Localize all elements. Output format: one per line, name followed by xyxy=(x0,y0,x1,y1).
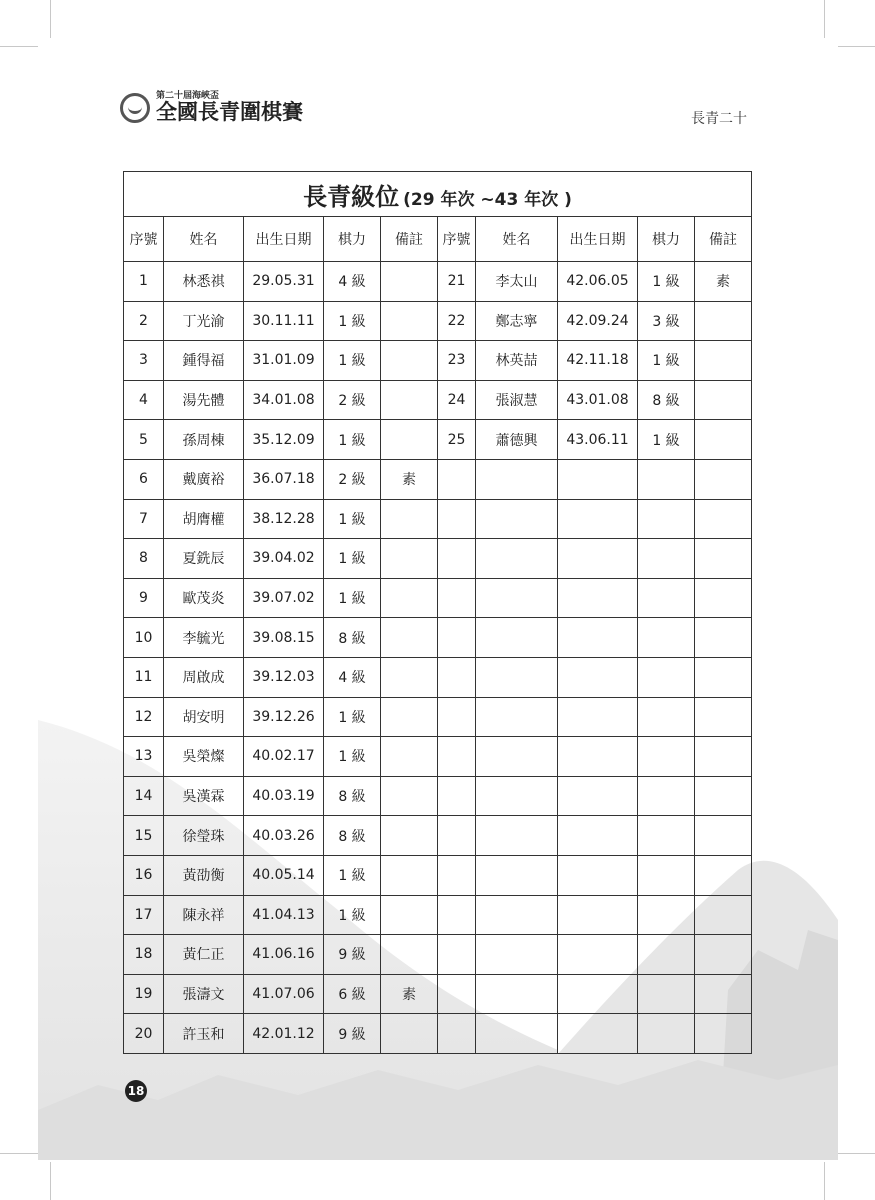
cell-name xyxy=(476,737,558,777)
roster-table xyxy=(123,171,752,1054)
cell-rank xyxy=(638,974,695,1014)
cell-rank xyxy=(638,737,695,777)
cell-seq: 4 xyxy=(124,380,164,420)
crop-mark xyxy=(838,1153,875,1154)
cell-rank xyxy=(638,776,695,816)
cell-rank: 1 級 xyxy=(324,697,381,737)
cell-name: 周啟成 xyxy=(164,657,244,697)
cell-name: 林英喆 xyxy=(476,341,558,381)
cell-remark xyxy=(695,618,752,658)
cell-name xyxy=(476,697,558,737)
cell-remark xyxy=(695,974,752,1014)
cell-seq xyxy=(438,974,476,1014)
cell-name: 鍾得福 xyxy=(164,341,244,381)
cell-rank: 1 級 xyxy=(324,301,381,341)
table-title-main: 長青級位 xyxy=(303,182,400,211)
cell-rank xyxy=(638,697,695,737)
cell-name: 吳漢霖 xyxy=(164,776,244,816)
cell-remark xyxy=(695,776,752,816)
cell-rank: 3 級 xyxy=(638,301,695,341)
cell-remark xyxy=(695,539,752,579)
cell-birth-date: 36.07.18 xyxy=(244,459,324,499)
cell-seq xyxy=(438,935,476,975)
cell-name: 陳永祥 xyxy=(164,895,244,935)
cell-birth-date: 41.04.13 xyxy=(244,895,324,935)
cell-name: 李太山 xyxy=(476,262,558,302)
table-body xyxy=(124,262,752,1054)
logo-icon xyxy=(120,93,150,123)
cell-seq: 11 xyxy=(124,657,164,697)
cell-rank xyxy=(638,499,695,539)
cell-birth-date xyxy=(558,935,638,975)
cell-remark xyxy=(695,341,752,381)
cell-birth-date: 31.01.09 xyxy=(244,341,324,381)
table-row xyxy=(124,262,752,302)
table-row xyxy=(124,737,752,777)
table-row xyxy=(124,776,752,816)
logo-title: 全國長青圍棋賽 xyxy=(156,100,303,124)
cell-seq: 14 xyxy=(124,776,164,816)
table-row xyxy=(124,816,752,856)
cell-birth-date xyxy=(558,776,638,816)
cell-rank: 1 級 xyxy=(324,420,381,460)
cell-birth-date: 39.07.02 xyxy=(244,578,324,618)
table-row xyxy=(124,895,752,935)
cell-name xyxy=(476,459,558,499)
cell-name: 胡膺權 xyxy=(164,499,244,539)
cell-seq: 16 xyxy=(124,855,164,895)
cell-birth-date: 39.12.26 xyxy=(244,697,324,737)
cell-remark xyxy=(381,341,438,381)
cell-birth-date: 34.01.08 xyxy=(244,380,324,420)
cell-seq xyxy=(438,578,476,618)
cell-birth-date xyxy=(558,895,638,935)
cell-birth-date: 39.12.03 xyxy=(244,657,324,697)
cell-rank: 1 級 xyxy=(324,737,381,777)
cell-name xyxy=(476,974,558,1014)
cell-remark xyxy=(381,380,438,420)
cell-seq: 8 xyxy=(124,539,164,579)
cell-seq xyxy=(438,855,476,895)
cell-rank: 1 級 xyxy=(638,420,695,460)
cell-seq xyxy=(438,499,476,539)
cell-birth-date: 43.01.08 xyxy=(558,380,638,420)
cell-seq: 24 xyxy=(438,380,476,420)
cell-remark xyxy=(381,776,438,816)
cell-name xyxy=(476,816,558,856)
cell-seq xyxy=(438,776,476,816)
cell-seq: 17 xyxy=(124,895,164,935)
cell-seq xyxy=(438,657,476,697)
cell-seq: 25 xyxy=(438,420,476,460)
cell-birth-date xyxy=(558,459,638,499)
cell-rank: 1 級 xyxy=(324,499,381,539)
cell-birth-date: 38.12.28 xyxy=(244,499,324,539)
table-header-row xyxy=(124,217,752,262)
cell-name: 張濤文 xyxy=(164,974,244,1014)
page-number: 18 xyxy=(125,1080,147,1102)
cell-remark xyxy=(381,1014,438,1054)
cell-rank xyxy=(638,578,695,618)
cell-rank xyxy=(638,1014,695,1054)
cell-rank: 8 級 xyxy=(324,618,381,658)
cell-rank xyxy=(638,855,695,895)
cell-remark xyxy=(695,499,752,539)
table-row xyxy=(124,935,752,975)
cell-name: 丁光渝 xyxy=(164,301,244,341)
cell-seq: 19 xyxy=(124,974,164,1014)
cell-birth-date: 40.03.26 xyxy=(244,816,324,856)
cell-seq: 7 xyxy=(124,499,164,539)
cell-name xyxy=(476,1014,558,1054)
cell-birth-date: 39.08.15 xyxy=(244,618,324,658)
cell-name: 黃劭衡 xyxy=(164,855,244,895)
cell-name: 蕭德興 xyxy=(476,420,558,460)
table-row xyxy=(124,499,752,539)
column-header-name: 姓名 xyxy=(164,217,244,262)
cell-name xyxy=(476,499,558,539)
event-logo xyxy=(120,92,303,123)
cell-name xyxy=(476,539,558,579)
cell-birth-date: 41.06.16 xyxy=(244,935,324,975)
cell-name: 鄭志寧 xyxy=(476,301,558,341)
cell-seq: 18 xyxy=(124,935,164,975)
table-row xyxy=(124,855,752,895)
cell-name xyxy=(476,855,558,895)
cell-remark xyxy=(381,618,438,658)
cell-birth-date xyxy=(558,499,638,539)
cell-rank: 4 級 xyxy=(324,657,381,697)
cell-remark xyxy=(695,816,752,856)
cell-birth-date xyxy=(558,618,638,658)
cell-remark xyxy=(381,855,438,895)
column-header-birth-date: 出生日期 xyxy=(558,217,638,262)
cell-birth-date: 42.11.18 xyxy=(558,341,638,381)
cell-remark xyxy=(695,935,752,975)
cell-seq xyxy=(438,459,476,499)
crop-mark xyxy=(824,0,825,38)
cell-name xyxy=(476,776,558,816)
table-row xyxy=(124,578,752,618)
cell-remark xyxy=(695,301,752,341)
cell-birth-date: 39.04.02 xyxy=(244,539,324,579)
cell-seq xyxy=(438,816,476,856)
cell-birth-date xyxy=(558,974,638,1014)
cell-remark xyxy=(695,855,752,895)
cell-seq: 13 xyxy=(124,737,164,777)
cell-remark xyxy=(381,539,438,579)
cell-rank: 1 級 xyxy=(638,341,695,381)
cell-birth-date xyxy=(558,539,638,579)
cell-remark xyxy=(695,657,752,697)
column-header-birth-date: 出生日期 xyxy=(244,217,324,262)
cell-rank: 2 級 xyxy=(324,380,381,420)
table-title-range: (29 年次 ~43 年次 ) xyxy=(403,189,572,210)
cell-birth-date xyxy=(558,737,638,777)
table-row xyxy=(124,380,752,420)
cell-seq: 15 xyxy=(124,816,164,856)
column-header-name: 姓名 xyxy=(476,217,558,262)
crop-mark xyxy=(50,0,51,38)
cell-rank: 1 級 xyxy=(324,578,381,618)
cell-remark: 素 xyxy=(695,262,752,302)
cell-birth-date xyxy=(558,1014,638,1054)
cell-birth-date: 41.07.06 xyxy=(244,974,324,1014)
cell-rank: 8 級 xyxy=(324,816,381,856)
table-row xyxy=(124,459,752,499)
cell-seq: 5 xyxy=(124,420,164,460)
cell-rank xyxy=(638,618,695,658)
table-row xyxy=(124,618,752,658)
crop-mark xyxy=(838,46,875,47)
cell-remark xyxy=(381,578,438,618)
cell-rank: 8 級 xyxy=(324,776,381,816)
crop-mark xyxy=(50,1162,51,1200)
cell-remark xyxy=(695,578,752,618)
cell-seq: 10 xyxy=(124,618,164,658)
cell-birth-date xyxy=(558,657,638,697)
cell-birth-date: 40.03.19 xyxy=(244,776,324,816)
cell-seq xyxy=(438,1014,476,1054)
table-row xyxy=(124,341,752,381)
cell-birth-date: 42.01.12 xyxy=(244,1014,324,1054)
cell-remark xyxy=(381,935,438,975)
cell-remark xyxy=(381,737,438,777)
table-title xyxy=(124,172,752,217)
cell-rank: 6 級 xyxy=(324,974,381,1014)
cell-name xyxy=(476,618,558,658)
cell-rank: 1 級 xyxy=(324,539,381,579)
cell-seq: 12 xyxy=(124,697,164,737)
cell-birth-date: 40.02.17 xyxy=(244,737,324,777)
crop-mark xyxy=(0,46,38,47)
cell-rank xyxy=(638,895,695,935)
cell-remark xyxy=(381,301,438,341)
cell-rank: 1 級 xyxy=(638,262,695,302)
cell-birth-date: 30.11.11 xyxy=(244,301,324,341)
section-label: 長青二十 xyxy=(691,111,747,127)
cell-name xyxy=(476,935,558,975)
cell-seq: 3 xyxy=(124,341,164,381)
cell-remark xyxy=(695,697,752,737)
cell-remark xyxy=(381,499,438,539)
table-row xyxy=(124,539,752,579)
cell-name: 李毓光 xyxy=(164,618,244,658)
cell-birth-date xyxy=(558,816,638,856)
cell-birth-date xyxy=(558,578,638,618)
cell-remark xyxy=(381,816,438,856)
cell-birth-date xyxy=(558,697,638,737)
cell-remark: 素 xyxy=(381,459,438,499)
cell-birth-date: 43.06.11 xyxy=(558,420,638,460)
cell-name xyxy=(476,578,558,618)
cell-name: 湯先體 xyxy=(164,380,244,420)
table-row xyxy=(124,1014,752,1054)
cell-rank: 2 級 xyxy=(324,459,381,499)
cell-birth-date: 29.05.31 xyxy=(244,262,324,302)
cell-seq: 20 xyxy=(124,1014,164,1054)
cell-name: 林悉祺 xyxy=(164,262,244,302)
cell-birth-date: 40.05.14 xyxy=(244,855,324,895)
cell-remark xyxy=(381,262,438,302)
cell-rank: 1 級 xyxy=(324,895,381,935)
cell-remark xyxy=(695,895,752,935)
cell-birth-date: 42.06.05 xyxy=(558,262,638,302)
cell-rank xyxy=(638,539,695,579)
cell-name: 孫周棟 xyxy=(164,420,244,460)
cell-birth-date xyxy=(558,855,638,895)
cell-name: 戴廣裕 xyxy=(164,459,244,499)
cell-remark xyxy=(381,895,438,935)
cell-seq xyxy=(438,618,476,658)
cell-seq: 1 xyxy=(124,262,164,302)
cell-remark xyxy=(695,737,752,777)
cell-name: 黃仁正 xyxy=(164,935,244,975)
table-row xyxy=(124,657,752,697)
cell-seq: 9 xyxy=(124,578,164,618)
cell-seq: 23 xyxy=(438,341,476,381)
cell-name: 胡安明 xyxy=(164,697,244,737)
cell-seq: 21 xyxy=(438,262,476,302)
table-row xyxy=(124,697,752,737)
cell-name: 歐茂炎 xyxy=(164,578,244,618)
cell-rank xyxy=(638,459,695,499)
cell-birth-date: 35.12.09 xyxy=(244,420,324,460)
cell-rank: 8 級 xyxy=(638,380,695,420)
cell-seq xyxy=(438,737,476,777)
cell-remark xyxy=(381,697,438,737)
cell-rank: 1 級 xyxy=(324,341,381,381)
column-header-rank: 棋力 xyxy=(638,217,695,262)
crop-mark xyxy=(824,1162,825,1200)
column-header-remark: 備註 xyxy=(381,217,438,262)
cell-name: 徐瑩珠 xyxy=(164,816,244,856)
cell-remark xyxy=(381,420,438,460)
cell-name xyxy=(476,657,558,697)
cell-name: 張淑慧 xyxy=(476,380,558,420)
cell-name xyxy=(476,895,558,935)
logo-subtitle: 第二十屆海峽盃 xyxy=(156,91,220,101)
cell-rank: 9 級 xyxy=(324,1014,381,1054)
cell-seq xyxy=(438,697,476,737)
cell-name: 吳榮燦 xyxy=(164,737,244,777)
column-header-seq: 序號 xyxy=(438,217,476,262)
cell-remark xyxy=(695,459,752,499)
table-row xyxy=(124,301,752,341)
cell-rank xyxy=(638,935,695,975)
table-row xyxy=(124,420,752,460)
cell-remark xyxy=(695,420,752,460)
cell-rank xyxy=(638,657,695,697)
column-header-seq: 序號 xyxy=(124,217,164,262)
cell-rank: 4 級 xyxy=(324,262,381,302)
cell-remark xyxy=(381,657,438,697)
column-header-remark: 備註 xyxy=(695,217,752,262)
cell-seq: 22 xyxy=(438,301,476,341)
cell-rank: 1 級 xyxy=(324,855,381,895)
cell-birth-date: 42.09.24 xyxy=(558,301,638,341)
cell-remark xyxy=(695,1014,752,1054)
cell-seq: 6 xyxy=(124,459,164,499)
cell-seq: 2 xyxy=(124,301,164,341)
cell-rank xyxy=(638,816,695,856)
cell-seq xyxy=(438,539,476,579)
table-row xyxy=(124,974,752,1014)
column-header-rank: 棋力 xyxy=(324,217,381,262)
cell-seq xyxy=(438,895,476,935)
cell-remark xyxy=(695,380,752,420)
cell-name: 夏銑辰 xyxy=(164,539,244,579)
cell-name: 許玉和 xyxy=(164,1014,244,1054)
cell-rank: 9 級 xyxy=(324,935,381,975)
crop-mark xyxy=(0,1153,38,1154)
cell-remark: 素 xyxy=(381,974,438,1014)
